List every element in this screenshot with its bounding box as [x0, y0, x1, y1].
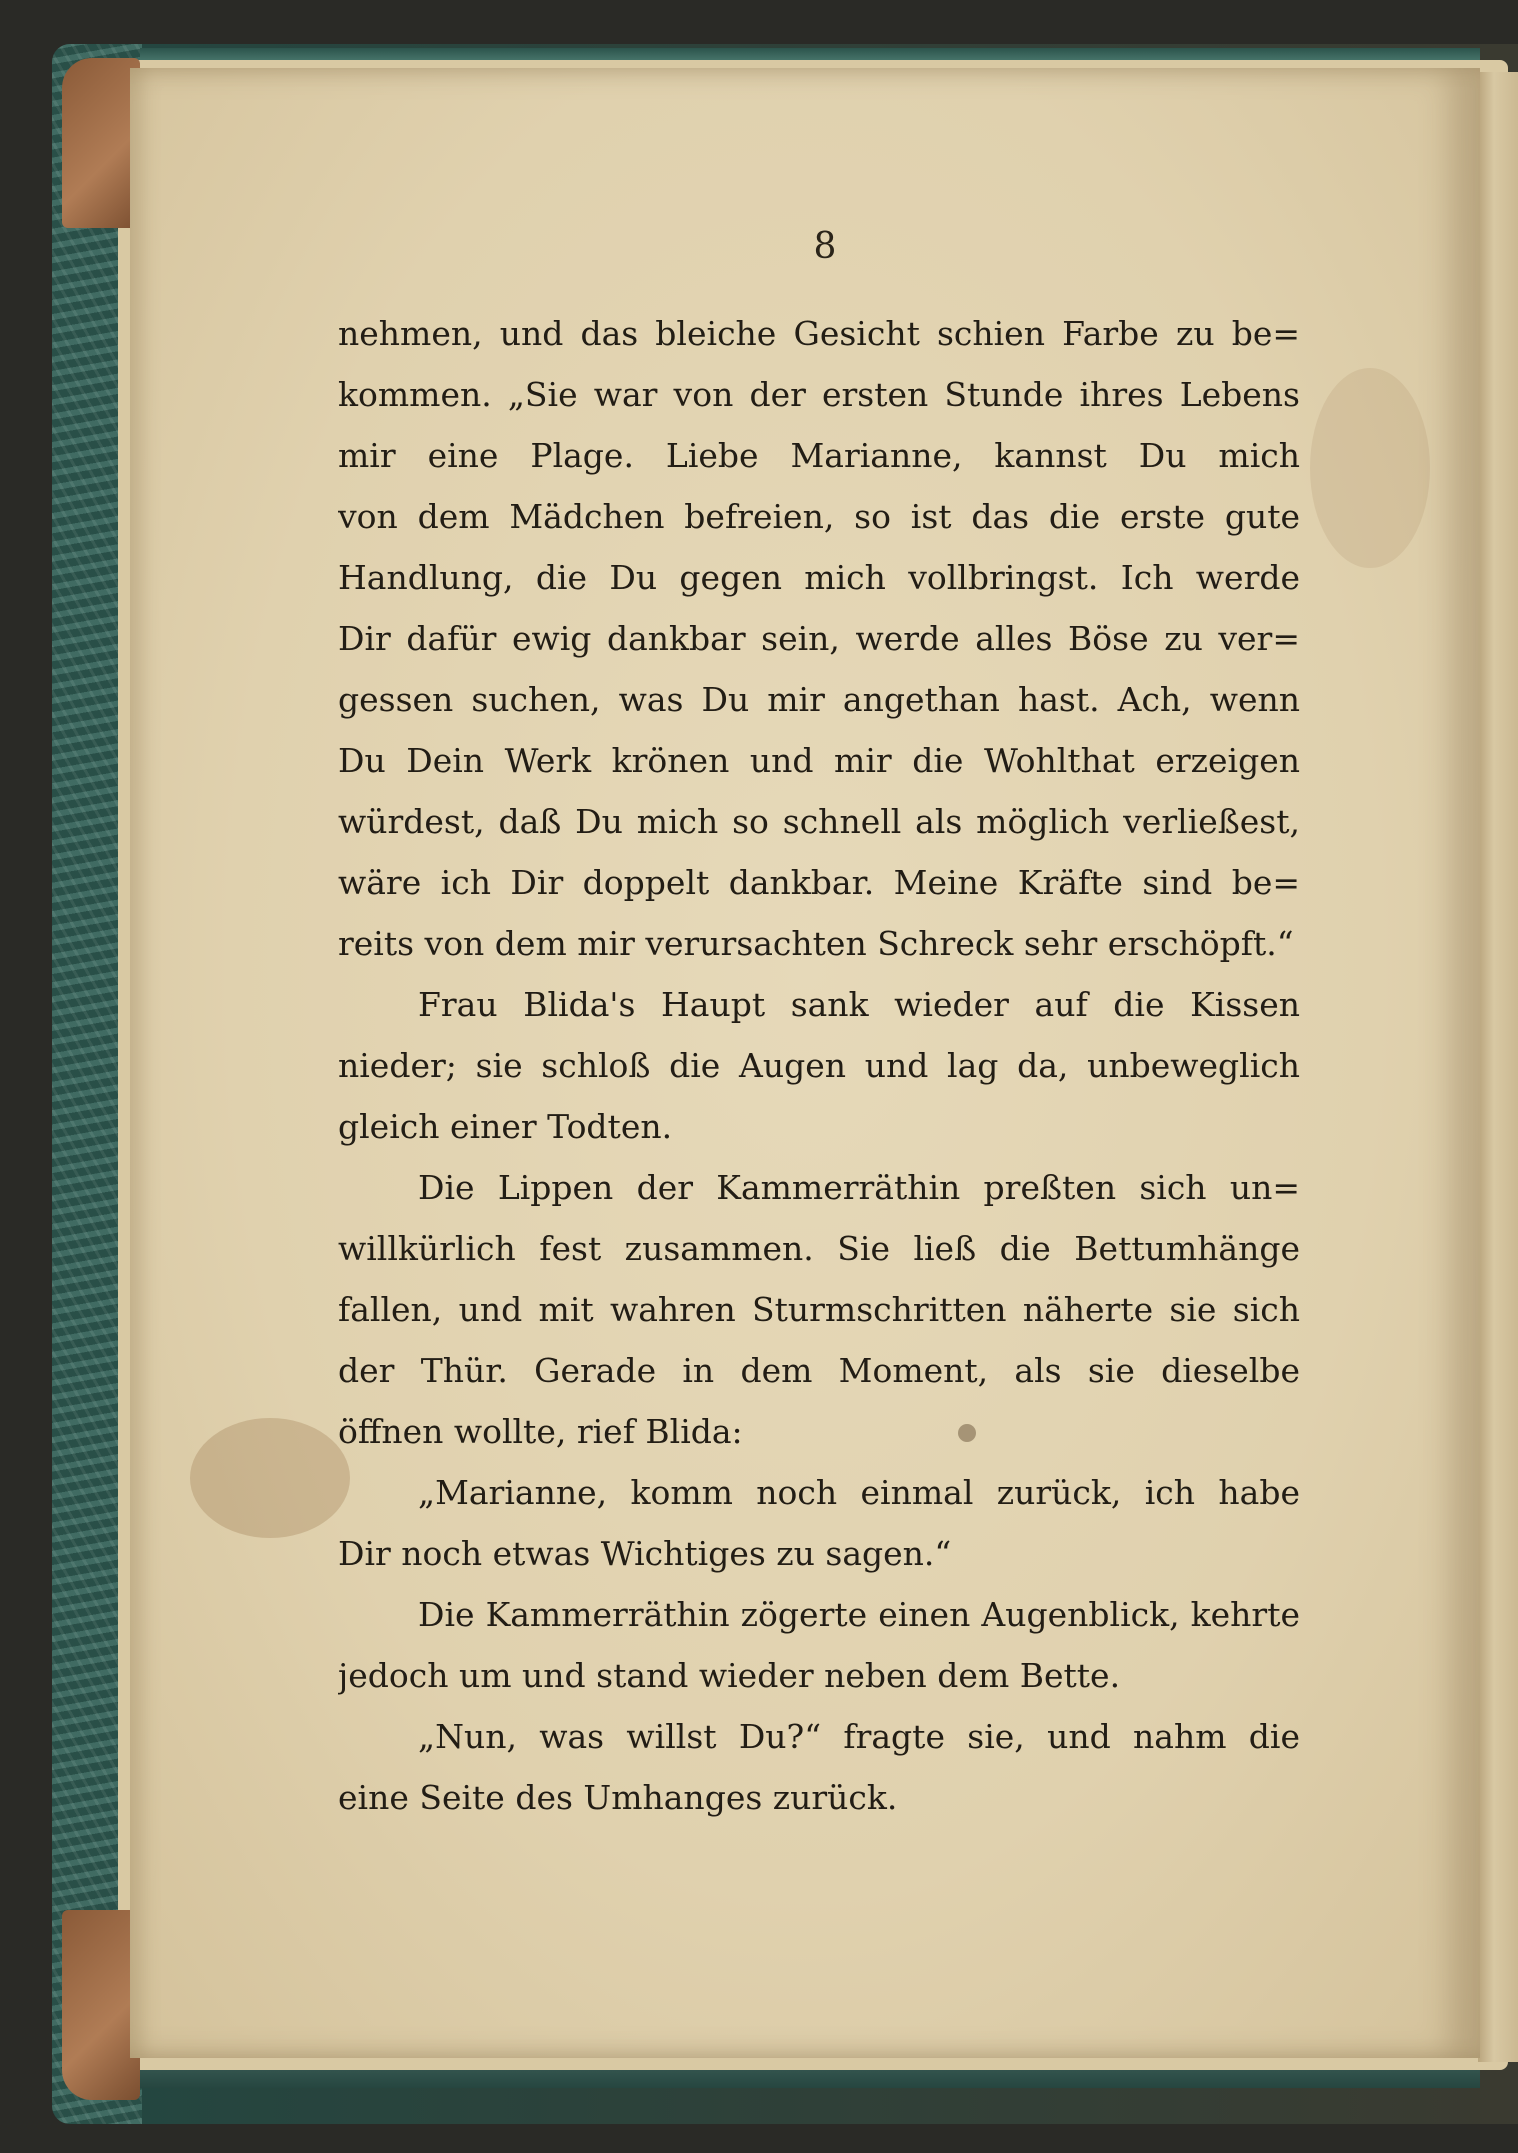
- text-line: würdest, daß Du mich so schnell als möglich verließest,: [338, 802, 1300, 841]
- text-line: fallen, und mit wahren Sturmschritten näherte sie sich: [338, 1290, 1300, 1329]
- text-line: „Nun, was willst Du?“ fragte sie, und nahm die: [418, 1717, 1300, 1756]
- leather-corner-bottom: [62, 1910, 140, 2100]
- page-number: 8: [813, 226, 837, 267]
- text-line: öffnen wollte, rief Blida:: [338, 1412, 743, 1451]
- text-line: Dir noch etwas Wichtiges zu sagen.“: [338, 1534, 952, 1573]
- text-line: von dem Mädchen befreien, so ist das die erste gute: [338, 497, 1300, 536]
- text-line: „Marianne, komm noch einmal zurück, ich habe: [418, 1473, 1300, 1512]
- text-line: eine Seite des Umhanges zurück.: [338, 1778, 898, 1817]
- foxing-stain: [190, 1418, 350, 1538]
- body-text: [338, 303, 1300, 1828]
- ink-smudge: [958, 1424, 976, 1442]
- text-line: reits von dem mir verursachten Schreck sehr erschöpft.“: [338, 924, 1294, 963]
- text-line: willkürlich fest zusammen. Sie ließ die Bettumhänge: [338, 1229, 1300, 1268]
- text-line: kommen. „Sie war von der ersten Stunde ihres Lebens: [338, 375, 1300, 414]
- text-line: nieder; sie schloß die Augen und lag da, unbeweglich: [338, 1046, 1300, 1085]
- text-line: Die Kammerräthin zögerte einen Augenblick, kehrte: [418, 1595, 1300, 1634]
- text-line: mir eine Plage. Liebe Marianne, kannst Du mich: [338, 436, 1300, 475]
- text-line: gleich einer Todten.: [338, 1107, 673, 1146]
- text-line: Die Lippen der Kammerräthin preßten sich un=: [418, 1168, 1300, 1207]
- text-line: Dir dafür ewig dankbar sein, werde alles Böse zu ver=: [338, 619, 1300, 658]
- leather-corner-top: [62, 58, 140, 228]
- text-line: Du Dein Werk krönen und mir die Wohlthat erzeigen: [338, 741, 1300, 780]
- facing-page-edge: [1478, 72, 1518, 2062]
- text-line: der Thür. Gerade in dem Moment, als sie dieselbe: [338, 1351, 1300, 1390]
- text-line: gessen suchen, was Du mir angethan hast. Ach, wenn: [338, 680, 1300, 719]
- text-line: nehmen, und das bleiche Gesicht schien Farbe zu be=: [338, 314, 1300, 353]
- text-line: Handlung, die Du gegen mich vollbringst. Ich werde: [338, 558, 1300, 597]
- text-line: wäre ich Dir doppelt dankbar. Meine Kräfte sind be=: [338, 863, 1300, 902]
- text-line: jedoch um und stand wieder neben dem Bette.: [338, 1656, 1121, 1695]
- text-line: Frau Blida's Haupt sank wieder auf die Kissen: [418, 985, 1300, 1024]
- foxing-stain: [1310, 368, 1430, 568]
